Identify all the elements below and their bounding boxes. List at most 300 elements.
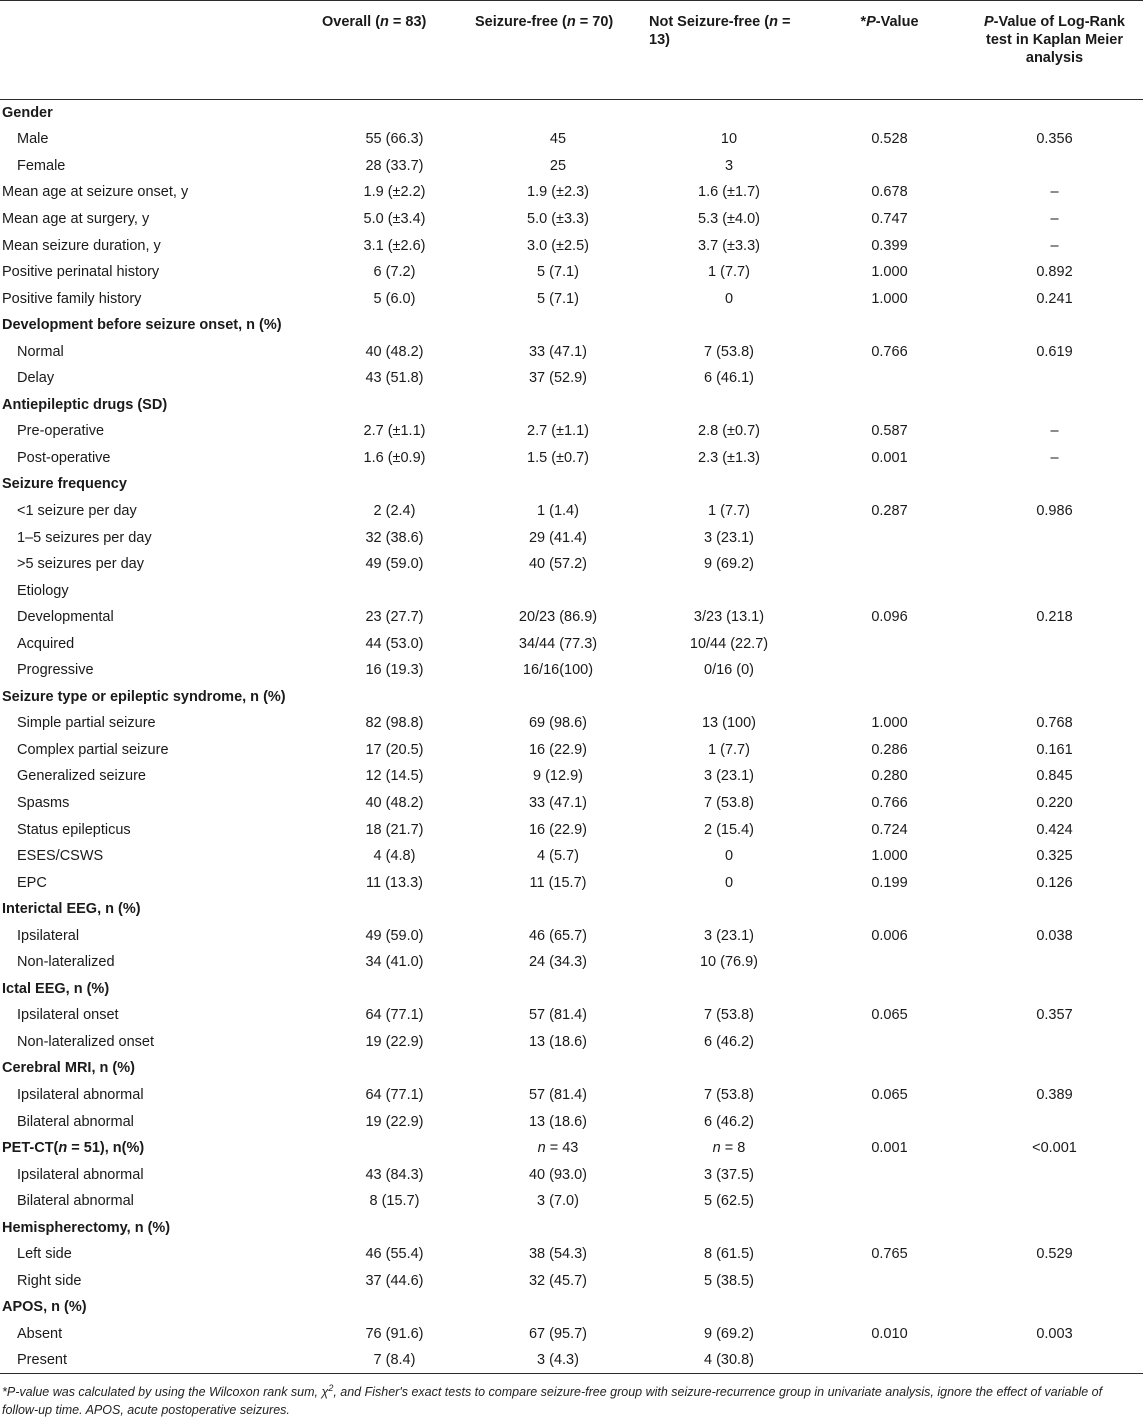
table-row (0, 1347, 1143, 1374)
cell-overall (318, 100, 471, 127)
cell-log-rank: – (1050, 210, 1059, 227)
cell-overall: 28 (33.7) (365, 157, 424, 174)
cell-overall: 37 (44.6) (365, 1272, 424, 1289)
table-row (0, 949, 1143, 976)
cell-p-value (813, 1188, 966, 1215)
cell-p-value (813, 657, 966, 684)
table-row (0, 922, 1143, 949)
row-label: Bilateral abnormal (17, 1113, 134, 1130)
cell-p-value: 0.280 (871, 768, 908, 785)
cell-log-rank: 0.218 (1036, 609, 1073, 626)
cell-seizure-free: 33 (47.1) (528, 343, 588, 360)
cell-p-value: 0.065 (871, 1007, 908, 1024)
cell-not-seizure-free: 5 (62.5) (704, 1193, 754, 1210)
table-row (0, 445, 1143, 472)
cell-p-value: 0.065 (871, 1087, 908, 1103)
section-heading: Antiepileptic drugs (SD) (2, 396, 168, 413)
cell-log-rank (966, 1161, 1143, 1188)
row-label: Status epilepticus (17, 821, 131, 838)
cell-p-value: 0.096 (871, 609, 908, 626)
cell-log-rank (966, 657, 1143, 684)
cell-overall: 3.1 (±2.6) (363, 237, 426, 254)
row-label: Left side (17, 1246, 72, 1263)
cell-not-seizure-free (645, 471, 813, 498)
cell-log-rank: 0.003 (1036, 1325, 1073, 1342)
table-row (0, 498, 1143, 525)
table-row (0, 896, 1143, 923)
cell-log-rank (966, 1055, 1143, 1082)
row-label: Mean seizure duration, y (2, 237, 161, 254)
cell-p-value: 0.724 (871, 821, 908, 838)
row-label: EPC (17, 874, 47, 891)
cell-not-seizure-free: 10 (720, 131, 738, 148)
row-label: Generalized seizure (17, 768, 146, 785)
cell-p-value: 0.001 (871, 449, 908, 466)
table-row (0, 1241, 1143, 1268)
cell-log-rank (966, 976, 1143, 1003)
cell-not-seizure-free: 2.8 (±0.7) (698, 423, 760, 440)
cell-overall (318, 1294, 471, 1321)
row-label: Etiology (17, 582, 69, 599)
cell-not-seizure-free: n = 8 (712, 1140, 746, 1157)
cell-not-seizure-free: 8 (61.5) (704, 1246, 754, 1263)
cell-not-seizure-free: 3.7 (±3.3) (698, 237, 760, 254)
table-row (0, 684, 1143, 711)
cell-overall: 16 (19.3) (365, 662, 424, 679)
cell-seizure-free: 37 (52.9) (528, 370, 588, 387)
cell-seizure-free: 45 (549, 131, 567, 148)
cell-not-seizure-free: 9 (69.2) (704, 556, 754, 573)
row-label: Right side (17, 1272, 82, 1289)
table-body (0, 100, 1143, 1374)
cell-seizure-free: 9 (12.9) (533, 768, 583, 785)
table-row (0, 100, 1143, 127)
table-row (0, 816, 1143, 843)
cell-not-seizure-free: 10/44 (22.7) (689, 635, 769, 652)
cell-seizure-free: 1.9 (±2.3) (527, 184, 589, 201)
cell-p-value (813, 1108, 966, 1135)
cell-overall (318, 312, 471, 339)
section-heading: Seizure type or epileptic syndrome, n (%) (2, 688, 286, 705)
row-label: Pre-operative (17, 423, 105, 440)
table-row (0, 604, 1143, 631)
table-row (0, 843, 1143, 870)
cell-not-seizure-free: 0/16 (0) (704, 662, 754, 679)
table-row (0, 710, 1143, 737)
table-row (0, 392, 1143, 419)
cell-not-seizure-free: 2.3 (±1.3) (698, 449, 760, 466)
table-row (0, 790, 1143, 817)
cell-overall: 43 (51.8) (365, 370, 424, 387)
cell-log-rank: 0.357 (1036, 1007, 1073, 1024)
table-row (0, 869, 1143, 896)
cell-overall (318, 577, 471, 604)
cell-not-seizure-free: 1.6 (±1.7) (698, 184, 760, 201)
row-label: Complex partial seizure (17, 741, 169, 758)
cell-not-seizure-free: 3/23 (13.1) (693, 609, 765, 626)
cell-p-value (813, 392, 966, 419)
cell-p-value (813, 577, 966, 604)
cell-log-rank (966, 312, 1143, 339)
row-label: Ipsilateral abnormal (17, 1166, 144, 1183)
table-row (0, 1161, 1143, 1188)
cell-seizure-free: n = 43 (537, 1140, 579, 1157)
row-label: 1–5 seizures per day (17, 529, 152, 546)
table-row (0, 232, 1143, 259)
cell-not-seizure-free (645, 1214, 813, 1241)
cell-p-value: 1.000 (871, 264, 908, 281)
cell-overall: 2 (2.4) (373, 502, 416, 519)
cell-overall (318, 392, 471, 419)
table-row (0, 1108, 1143, 1135)
row-label: Normal (17, 343, 64, 360)
cell-log-rank (966, 896, 1143, 923)
table-row (0, 418, 1143, 445)
cell-seizure-free: 16 (22.9) (528, 741, 588, 758)
cell-seizure-free: 32 (45.7) (528, 1272, 588, 1289)
table-row (0, 976, 1143, 1003)
table-row (0, 1188, 1143, 1215)
cell-seizure-free (471, 471, 645, 498)
table-row (0, 1294, 1143, 1321)
row-label: Spasms (17, 794, 70, 811)
cell-p-value: 0.587 (871, 423, 908, 440)
cell-overall: 49 (59.0) (365, 927, 424, 944)
cell-not-seizure-free: 6 (46.2) (704, 1113, 754, 1130)
section-heading: Cerebral MRI, n (%) (2, 1060, 135, 1077)
cell-log-rank (966, 153, 1143, 180)
row-label: Non-lateralized onset (17, 1033, 155, 1050)
cell-not-seizure-free: 3 (724, 157, 734, 174)
cell-p-value: 0.765 (871, 1246, 908, 1263)
cell-seizure-free (471, 1055, 645, 1082)
cell-seizure-free (471, 896, 645, 923)
cell-not-seizure-free: 7 (53.8) (704, 1007, 754, 1024)
row-label: Simple partial seizure (17, 715, 156, 732)
table-row (0, 259, 1143, 286)
table-row (0, 126, 1143, 153)
cell-not-seizure-free: 7 (53.8) (704, 794, 754, 811)
cell-not-seizure-free: 13 (100) (701, 715, 756, 732)
cell-not-seizure-free: 9 (69.2) (704, 1325, 754, 1342)
cell-not-seizure-free: 6 (46.1) (704, 370, 754, 387)
cell-log-rank: 0.325 (1036, 848, 1073, 865)
cell-overall: 7 (8.4) (373, 1352, 416, 1369)
cell-not-seizure-free: 10 (76.9) (699, 954, 759, 971)
cell-p-value (813, 153, 966, 180)
cell-overall (318, 1214, 471, 1241)
table-row (0, 1029, 1143, 1056)
cell-p-value: 0.001 (871, 1140, 908, 1157)
table-row (0, 630, 1143, 657)
cell-seizure-free: 3 (4.3) (537, 1352, 579, 1369)
cell-seizure-free: 38 (54.3) (528, 1246, 588, 1263)
cell-overall: 5 (6.0) (373, 290, 416, 307)
cell-log-rank: – (1050, 184, 1059, 201)
cell-overall: 64 (77.1) (365, 1007, 424, 1024)
cell-p-value: 0.766 (871, 343, 908, 360)
row-label: Acquired (17, 635, 75, 652)
cell-overall: 43 (84.3) (365, 1166, 424, 1183)
cell-p-value: 1.000 (871, 290, 908, 307)
cell-overall: 34 (41.0) (365, 954, 424, 971)
cell-seizure-free: 46 (65.7) (528, 927, 588, 944)
cell-seizure-free (471, 976, 645, 1003)
cell-log-rank (966, 949, 1143, 976)
cell-seizure-free: 5 (7.1) (537, 264, 579, 281)
cell-p-value (813, 630, 966, 657)
cell-p-value (813, 1161, 966, 1188)
cell-p-value: 0.399 (871, 237, 908, 254)
section-heading: PET-CT(n = 51), n(%) (2, 1140, 145, 1157)
table-row (0, 471, 1143, 498)
cell-p-value: 0.199 (871, 874, 908, 891)
cell-overall (318, 896, 471, 923)
row-label: Absent (17, 1325, 63, 1342)
cell-log-rank (966, 1268, 1143, 1295)
cell-seizure-free (471, 1214, 645, 1241)
cell-p-value (813, 949, 966, 976)
cell-log-rank (966, 392, 1143, 419)
cell-not-seizure-free: 3 (23.1) (704, 529, 754, 546)
cell-p-value (813, 684, 966, 711)
cell-overall (318, 976, 471, 1003)
cell-not-seizure-free: 4 (30.8) (704, 1352, 754, 1369)
cell-overall: 49 (59.0) (365, 556, 424, 573)
row-label: Present (17, 1352, 67, 1369)
cell-overall: 46 (55.4) (365, 1246, 424, 1263)
cell-p-value (813, 524, 966, 551)
cell-seizure-free: 57 (81.4) (528, 1007, 588, 1024)
cell-p-value (813, 1055, 966, 1082)
cell-seizure-free: 13 (18.6) (528, 1113, 588, 1130)
header-log-rank-p-value: P-Value of Log-Rank test in Kaplan Meier analysis (984, 14, 1125, 66)
row-label: Mean age at seizure onset, y (2, 184, 189, 201)
cell-seizure-free: 11 (15.7) (529, 874, 587, 891)
cell-overall: 8 (15.7) (369, 1193, 420, 1210)
cell-not-seizure-free (645, 976, 813, 1003)
cell-seizure-free: 3.0 (±2.5) (527, 237, 589, 254)
cell-not-seizure-free: 3 (23.1) (704, 768, 754, 785)
table-row (0, 285, 1143, 312)
cell-p-value: 0.006 (871, 927, 908, 944)
cell-p-value: 0.678 (871, 184, 908, 201)
table-row (0, 179, 1143, 206)
row-label: Developmental (17, 609, 114, 626)
cell-not-seizure-free (645, 312, 813, 339)
cell-overall: 76 (91.6) (365, 1325, 424, 1342)
cell-seizure-free (471, 684, 645, 711)
cell-not-seizure-free: 0 (724, 290, 734, 307)
cell-overall: 82 (98.8) (365, 715, 424, 732)
cell-p-value (813, 1029, 966, 1056)
cell-log-rank: 0.845 (1036, 768, 1073, 785)
cell-p-value (813, 100, 966, 127)
cell-overall (318, 471, 471, 498)
table-row (0, 1268, 1143, 1295)
cell-log-rank (966, 1294, 1143, 1321)
cell-p-value: 0.287 (871, 502, 908, 519)
row-label: Mean age at surgery, y (2, 210, 150, 227)
cell-seizure-free (471, 100, 645, 127)
section-heading: Interictal EEG, n (%) (2, 901, 141, 918)
cell-p-value (813, 471, 966, 498)
cell-not-seizure-free: 7 (53.8) (704, 343, 754, 360)
cell-not-seizure-free (645, 577, 813, 604)
section-heading: Gender (2, 105, 53, 122)
cell-seizure-free: 67 (95.7) (528, 1325, 588, 1342)
cell-log-rank: 0.356 (1036, 131, 1073, 148)
cell-not-seizure-free (645, 392, 813, 419)
row-label: Ipsilateral abnormal (17, 1087, 144, 1103)
cell-overall: 40 (48.2) (365, 794, 424, 811)
cell-overall: 4 (4.8) (373, 848, 416, 865)
cell-seizure-free: 57 (81.4) (528, 1087, 588, 1103)
row-label: Delay (17, 370, 55, 387)
cell-log-rank: 0.389 (1036, 1087, 1073, 1103)
cell-overall: 44 (53.0) (365, 635, 424, 652)
cell-p-value (813, 976, 966, 1003)
cell-seizure-free: 1.5 (±0.7) (527, 449, 589, 466)
table-row (0, 1321, 1143, 1348)
cell-seizure-free (471, 1294, 645, 1321)
cell-not-seizure-free (645, 684, 813, 711)
cell-overall (318, 684, 471, 711)
cell-not-seizure-free (645, 1055, 813, 1082)
cell-p-value: 0.747 (871, 210, 908, 227)
cell-not-seizure-free: 3 (37.5) (704, 1166, 754, 1183)
cell-seizure-free: 29 (41.4) (528, 529, 588, 546)
cell-log-rank: – (1050, 237, 1059, 254)
cell-overall: 64 (77.1) (365, 1087, 424, 1103)
cell-p-value (813, 1268, 966, 1295)
row-label: Bilateral abnormal (17, 1193, 134, 1210)
cell-seizure-free: 3 (7.0) (537, 1193, 579, 1210)
cell-p-value (813, 1214, 966, 1241)
cell-log-rank: 0.424 (1036, 821, 1073, 838)
cell-not-seizure-free (645, 100, 813, 127)
cell-overall (318, 1135, 471, 1162)
cell-overall (318, 1055, 471, 1082)
row-label: Male (17, 131, 49, 148)
table-row (0, 1082, 1143, 1109)
cell-log-rank (966, 577, 1143, 604)
cell-overall: 2.7 (±1.1) (363, 423, 426, 440)
cell-overall: 1.6 (±0.9) (363, 449, 426, 466)
header-p-value: *P-Value (860, 14, 919, 30)
cell-log-rank: 0.126 (1036, 874, 1073, 891)
cell-log-rank: 0.161 (1036, 741, 1073, 758)
cell-log-rank (966, 1214, 1143, 1241)
table-row (0, 312, 1143, 339)
cell-p-value: 1.000 (871, 715, 908, 732)
table-row (0, 657, 1143, 684)
section-heading: Development before seizure onset, n (%) (2, 317, 282, 334)
cell-not-seizure-free: 1 (7.7) (708, 502, 750, 519)
cell-seizure-free: 40 (57.2) (528, 556, 588, 573)
cell-seizure-free: 4 (5.7) (537, 848, 579, 865)
cell-seizure-free: 5.0 (±3.3) (527, 210, 589, 227)
cell-not-seizure-free: 6 (46.2) (704, 1033, 754, 1050)
cell-seizure-free (471, 312, 645, 339)
row-label: Positive family history (2, 290, 142, 307)
cell-not-seizure-free (645, 1294, 813, 1321)
cell-log-rank (966, 365, 1143, 392)
cell-seizure-free: 16 (22.9) (528, 821, 588, 838)
cell-log-rank: <0.001 (1032, 1140, 1077, 1157)
table-row (0, 153, 1143, 180)
cell-seizure-free: 69 (98.6) (528, 715, 588, 732)
table-row (0, 551, 1143, 578)
cell-overall: 40 (48.2) (365, 343, 424, 360)
cell-seizure-free: 16/16(100) (522, 662, 594, 679)
row-label: Post-operative (17, 449, 111, 466)
header-row (0, 1, 1143, 100)
cell-overall: 19 (22.9) (365, 1033, 424, 1050)
row-label: ESES/CSWS (17, 848, 104, 865)
cell-overall: 32 (38.6) (365, 529, 424, 546)
row-label: Progressive (17, 662, 94, 679)
cell-log-rank: 0.038 (1036, 927, 1073, 944)
cell-overall: 12 (14.5) (365, 768, 424, 785)
cell-p-value: 0.766 (871, 794, 908, 811)
header-seizure-free: Seizure-free (n = 70) (475, 14, 614, 30)
cell-log-rank (966, 1108, 1143, 1135)
cell-overall: 6 (7.2) (373, 264, 416, 281)
table-row (0, 365, 1143, 392)
cell-not-seizure-free: 5.3 (±4.0) (698, 210, 760, 227)
cell-overall: 11 (13.3) (366, 874, 423, 891)
section-heading: Seizure frequency (2, 476, 127, 493)
cell-seizure-free: 5 (7.1) (537, 290, 579, 307)
table-row (0, 1135, 1143, 1162)
cell-seizure-free (471, 392, 645, 419)
cell-p-value: 0.528 (871, 131, 908, 148)
cell-log-rank (966, 1347, 1143, 1374)
cell-log-rank (966, 1029, 1143, 1056)
cell-log-rank (966, 684, 1143, 711)
cell-not-seizure-free: 0 (724, 848, 734, 865)
cell-seizure-free: 34/44 (77.3) (518, 635, 598, 652)
cell-log-rank: 0.892 (1036, 264, 1073, 281)
cell-log-rank: 0.619 (1036, 343, 1073, 360)
row-label: Ipsilateral onset (17, 1007, 119, 1024)
cell-p-value: 0.286 (871, 741, 908, 758)
cell-seizure-free: 24 (34.3) (528, 954, 588, 971)
cell-not-seizure-free (645, 896, 813, 923)
table-row (0, 1055, 1143, 1082)
cell-p-value (813, 365, 966, 392)
header-label-column (0, 1, 318, 100)
section-heading: APOS, n (%) (2, 1299, 87, 1316)
row-label: Ipsilateral (17, 927, 80, 944)
table-footnote: *P-value was calculated by using the Wilcoxon rank sum, $\chi^2$, and Fisher's exact tests to compare seizure-free group with seizure-recurrence group in univariate analysis, ignore the effect of variable of follow-up time. APOS, acute postoperative seizures. (2, 1383, 1103, 1418)
cell-p-value (813, 312, 966, 339)
table-row (0, 1214, 1143, 1241)
table-row (0, 763, 1143, 790)
cell-log-rank: 0.986 (1036, 502, 1073, 519)
cell-log-rank: 0.768 (1036, 715, 1073, 732)
cell-not-seizure-free: 7 (53.8) (704, 1087, 754, 1103)
cell-p-value (813, 551, 966, 578)
row-label: Non-lateralized (17, 954, 115, 971)
cell-log-rank (966, 524, 1143, 551)
cell-seizure-free: 20/23 (86.9) (518, 609, 598, 626)
cell-log-rank: – (1050, 449, 1059, 466)
row-label: Female (17, 157, 66, 174)
table-row (0, 206, 1143, 233)
table-row (0, 338, 1143, 365)
